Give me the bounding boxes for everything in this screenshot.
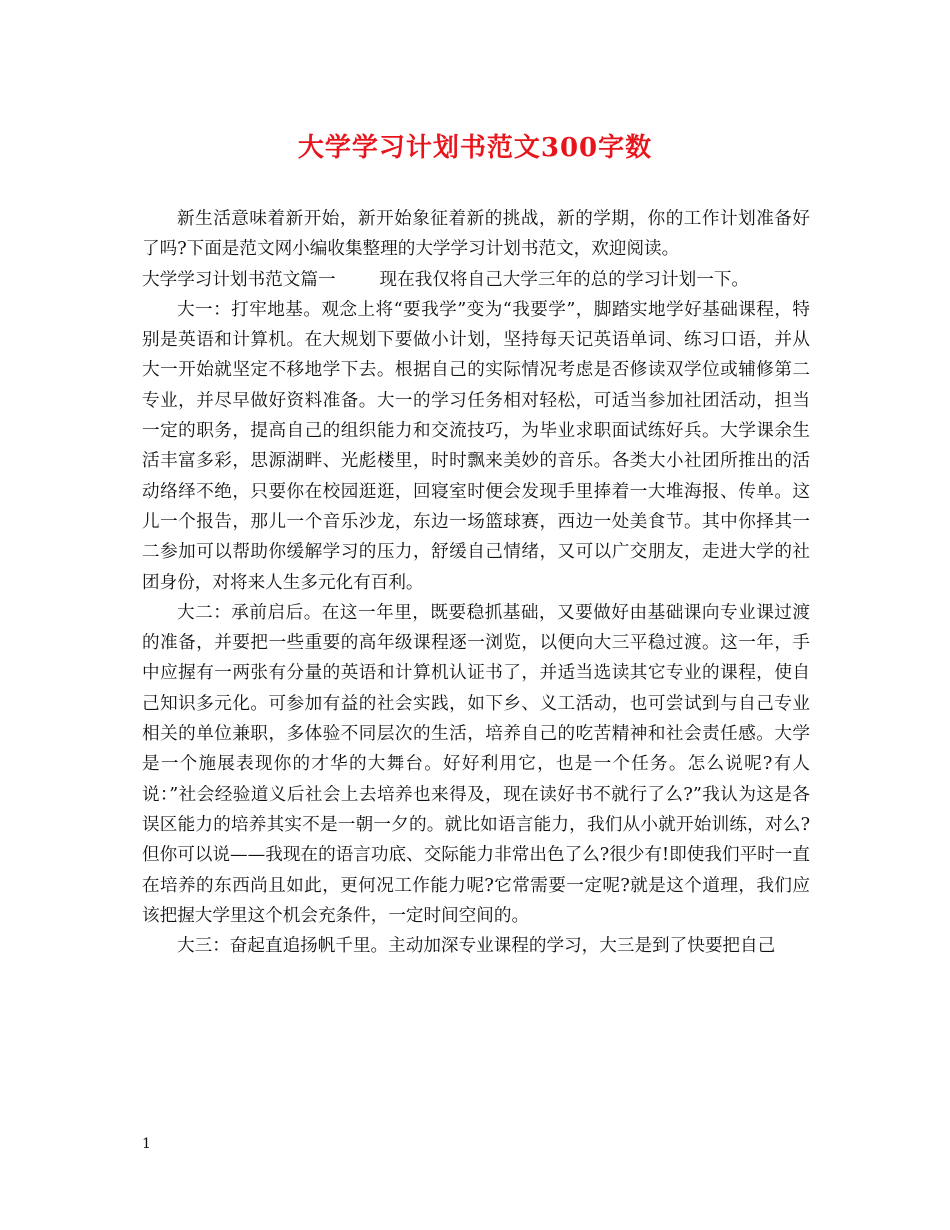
section-heading [142, 265, 810, 295]
section-heading-label: 大学学习计划书范文篇一 [142, 269, 336, 290]
intro-paragraph: 新生活意味着新开始，新开始象征着新的挑战，新的学期，你的工作计划准备好了吗?下面是范文网小编收集整理的大学学习计划书范文，欢迎阅读。 [142, 209, 810, 260]
paragraph-year-two: 大二：承前启后。在这一年里，既要稳抓基础，又要做好由基础课向专业课过渡的准备，并要把一些重要的高年级课程逐一浏览，以便向大三平稳过渡。这一年，手中应握有一两张有分量的英语和计算机认证书了，并适当选读其它专业的课程，使自己知识多元化。可参加有益的社会实践，如下乡、义工活动，也可尝试到与自己专业相关的单位兼职，多体验不同层次的生活，培养自己的吃苦精神和社会责任感。大学是一个施展表现你的才华的大舞台。好好利用它，也是一个任务。怎么说呢?有人说：”社会经验道义后社会上去培养也来得及，现在读好书不就行了么?”我认为这是各误区能力的培养其实不是一朝一夕的。就比如语言能力，我们从小就开始训练，对么?但你可以说——我现在的语言功底、交际能力非常出色了么?很少有!即使我们平时一直在培养的东西尚且如此，更何况工作能力呢?它常需要一定呢?就是这个道理，我们应该把握大学里这个机会充条件，一定时间空间的。 [142, 602, 810, 926]
paragraph-year-three: 大三：奋起直追扬帆千里。主动加深专业课程的学习，大三是到了快要把自己 [177, 936, 776, 957]
page-title: 大学学习计划书范文300字数 [297, 133, 653, 163]
paragraph-year-one: 大一：打牢地基。观念上将“要我学”变为“我要学”，脚踏实地学好基础课程，特别是英语和计算机。在大规划下要做小计划，坚持每天记英语单词、练习口语，并从大一开始就坚定不移地学下去。根据自己的实际情况考虑是否修读双学位或辅修第二专业，并尽早做好资料准备。大一的学习任务相对轻松，可适当参加社团活动，担当一定的职务，提高自己的组织能力和交流技巧，为毕业求职面试练好兵。大学课余生活丰富多彩，思源湖畔、光彪楼里，时时飘来美妙的音乐。各类大小社团所推出的活动络绎不绝，只要你在校园逛逛，回寝室时便会发现手里捧着一大堆海报、传单。这儿一个报告，那儿一个音乐沙龙，东边一场篮球赛，西边一处美食节。其中你择其一二参加可以帮助你缓解学习的压力，舒缓自己情绪，又可以广交朋友，走进大学的社团身份，对将来人生多元化有百利。 [142, 299, 810, 593]
document-body [142, 204, 810, 961]
section-heading-text: 现在我仅将自己大学三年的总的学习计划一下。 [379, 269, 750, 290]
page-number: 1 [142, 1136, 151, 1152]
